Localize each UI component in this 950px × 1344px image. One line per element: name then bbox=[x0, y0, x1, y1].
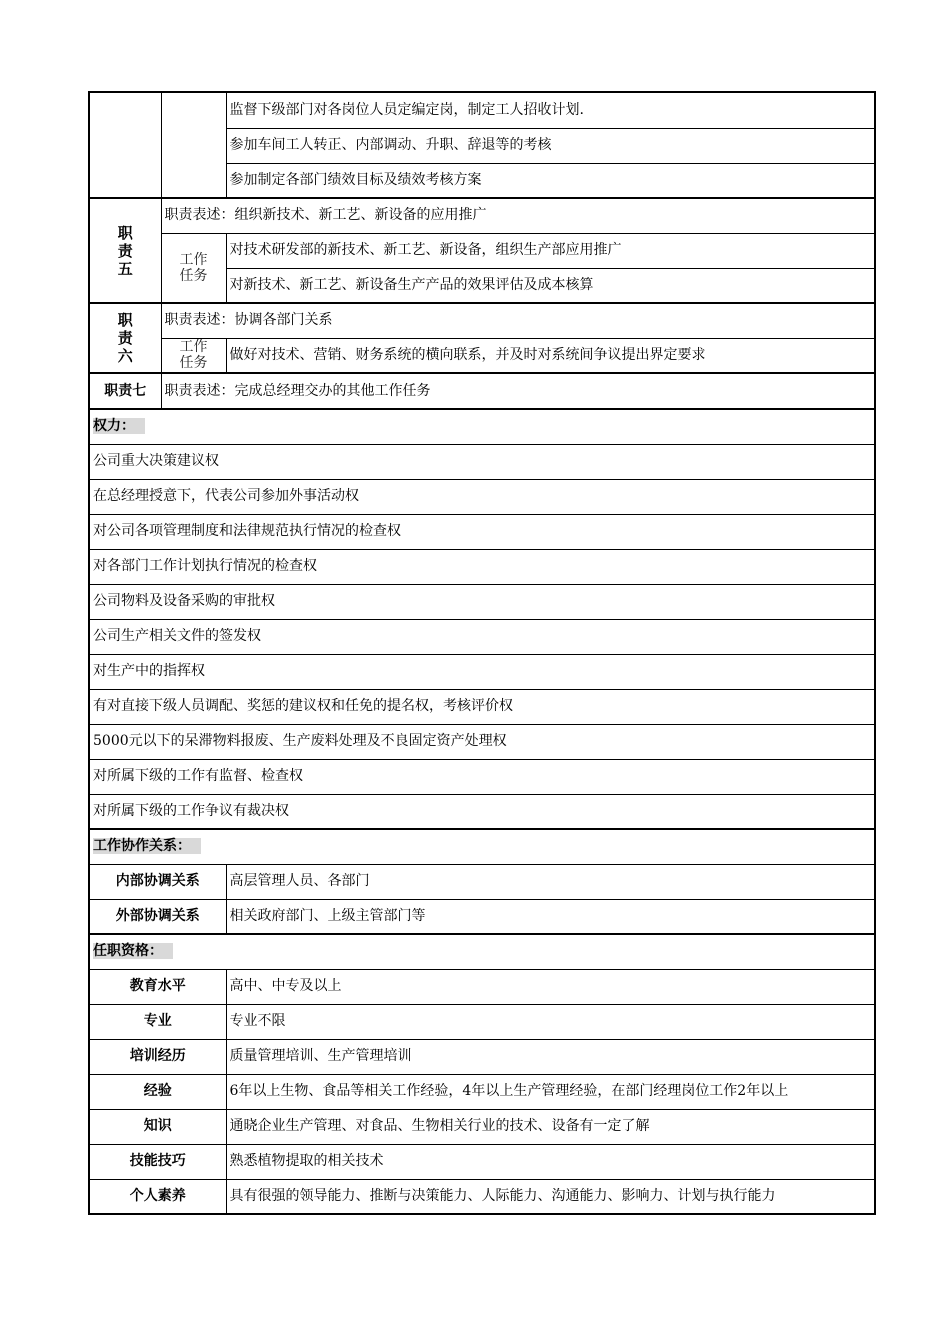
power-item bbox=[89, 514, 875, 549]
qualification-row bbox=[89, 1074, 875, 1109]
relation-value-external: 相关政府部门、上级主管部门等 bbox=[226, 899, 875, 934]
qualification-row bbox=[89, 969, 875, 1004]
powers-header-row bbox=[89, 409, 875, 444]
qualifications-title: 任职资格： bbox=[89, 934, 875, 969]
power-item bbox=[89, 689, 875, 724]
job-description-document bbox=[88, 91, 874, 1215]
power-item-3: 对公司各项管理制度和法律规范执行情况的检查权 bbox=[89, 514, 875, 549]
prev-duty-task-3: 参加制定各部门绩效目标及绩效考核方案 bbox=[226, 163, 875, 198]
qualification-value-training: 质量管理培训、生产管理培训 bbox=[226, 1039, 875, 1074]
relation-label-internal: 内部协调关系 bbox=[89, 864, 226, 899]
duty5-statement-row bbox=[89, 198, 875, 233]
duty6-statement-row bbox=[89, 303, 875, 338]
qualification-label-education: 教育水平 bbox=[89, 969, 226, 1004]
power-item-11: 对所属下级的工作争议有裁决权 bbox=[89, 794, 875, 829]
relation-row bbox=[89, 864, 875, 899]
prev-duty-label-cell bbox=[89, 92, 161, 198]
power-item-4: 对各部门工作计划执行情况的检查权 bbox=[89, 549, 875, 584]
power-item-9: 5000元以下的呆滞物料报废、生产废料处理及不良固定资产处理权 bbox=[89, 724, 875, 759]
relations-title: 工作协作关系： bbox=[89, 829, 875, 864]
power-item-5: 公司物料及设备采购的审批权 bbox=[89, 584, 875, 619]
qualification-value-education: 高中、中专及以上 bbox=[226, 969, 875, 1004]
relation-label-external: 外部协调关系 bbox=[89, 899, 226, 934]
qualification-value-knowledge: 通晓企业生产管理、对食品、生物相关行业的技术、设备有一定了解 bbox=[226, 1109, 875, 1144]
power-item bbox=[89, 724, 875, 759]
powers-title: 权力： bbox=[89, 409, 875, 444]
power-item bbox=[89, 479, 875, 514]
qualifications-header-row bbox=[89, 934, 875, 969]
qualification-label-personal: 个人素养 bbox=[89, 1179, 226, 1214]
power-item bbox=[89, 794, 875, 829]
qualification-label-experience: 经验 bbox=[89, 1074, 226, 1109]
qualification-label-skills: 技能技巧 bbox=[89, 1144, 226, 1179]
duty5-task-label: 工作 任务 bbox=[161, 233, 226, 303]
duty7-label: 职责七 bbox=[89, 373, 161, 409]
power-item bbox=[89, 654, 875, 689]
qualification-row bbox=[89, 1179, 875, 1214]
duty6-label: 职 责 六 bbox=[89, 303, 161, 373]
duty6-task-label: 工作 任务 bbox=[161, 338, 226, 373]
relation-row bbox=[89, 899, 875, 934]
qualification-label-knowledge: 知识 bbox=[89, 1109, 226, 1144]
power-item bbox=[89, 584, 875, 619]
power-item-7: 对生产中的指挥权 bbox=[89, 654, 875, 689]
qualification-row bbox=[89, 1109, 875, 1144]
duty5-task-2: 对新技术、新工艺、新设备生产产品的效果评估及成本核算 bbox=[226, 268, 875, 303]
power-item bbox=[89, 549, 875, 584]
power-item-10: 对所属下级的工作有监督、检查权 bbox=[89, 759, 875, 794]
duty5-task-row bbox=[89, 233, 875, 268]
qualification-row bbox=[89, 1039, 875, 1074]
duty7-row bbox=[89, 373, 875, 409]
qualification-value-skills: 熟悉植物提取的相关技术 bbox=[226, 1144, 875, 1179]
qualification-value-major: 专业不限 bbox=[226, 1004, 875, 1039]
prev-duty-task-1: 监督下级部门对各岗位人员定编定岗，制定工人招收计划. bbox=[226, 92, 875, 128]
power-item-2: 在总经理授意下，代表公司参加外事活动权 bbox=[89, 479, 875, 514]
power-item bbox=[89, 619, 875, 654]
prev-duty-task-label-cell bbox=[161, 92, 226, 198]
qualification-value-personal: 具有很强的领导能力、推断与决策能力、人际能力、沟通能力、影响力、计划与执行能力 bbox=[226, 1179, 875, 1214]
duty5-statement: 职责表述：组织新技术、新工艺、新设备的应用推广 bbox=[161, 198, 875, 233]
qualification-row bbox=[89, 1004, 875, 1039]
power-item-1: 公司重大决策建议权 bbox=[89, 444, 875, 479]
relations-header-row bbox=[89, 829, 875, 864]
duty5-task-1: 对技术研发部的新技术、新工艺、新设备，组织生产部应用推广 bbox=[226, 233, 875, 268]
power-item bbox=[89, 759, 875, 794]
qualification-label-major: 专业 bbox=[89, 1004, 226, 1039]
duty6-task-row bbox=[89, 338, 875, 373]
power-item bbox=[89, 444, 875, 479]
duty5-label: 职 责 五 bbox=[89, 198, 161, 303]
job-description-table bbox=[88, 91, 876, 1215]
duty6-statement: 职责表述：协调各部门关系 bbox=[161, 303, 875, 338]
power-item-6: 公司生产相关文件的签发权 bbox=[89, 619, 875, 654]
relation-value-internal: 高层管理人员、各部门 bbox=[226, 864, 875, 899]
duty6-task-1: 做好对技术、营销、财务系统的横向联系，并及时对系统间争议提出界定要求 bbox=[226, 338, 875, 373]
qualification-label-training: 培训经历 bbox=[89, 1039, 226, 1074]
prev-duty-task-row bbox=[89, 92, 875, 128]
duty7-statement: 职责表述：完成总经理交办的其他工作任务 bbox=[161, 373, 875, 409]
power-item-8: 有对直接下级人员调配、奖惩的建议权和任免的提名权，考核评价权 bbox=[89, 689, 875, 724]
qualification-row bbox=[89, 1144, 875, 1179]
prev-duty-task-2: 参加车间工人转正、内部调动、升职、辞退等的考核 bbox=[226, 128, 875, 163]
qualification-value-experience: 6年以上生物、食品等相关工作经验，4年以上生产管理经验，在部门经理岗位工作2年以上 bbox=[226, 1074, 875, 1109]
